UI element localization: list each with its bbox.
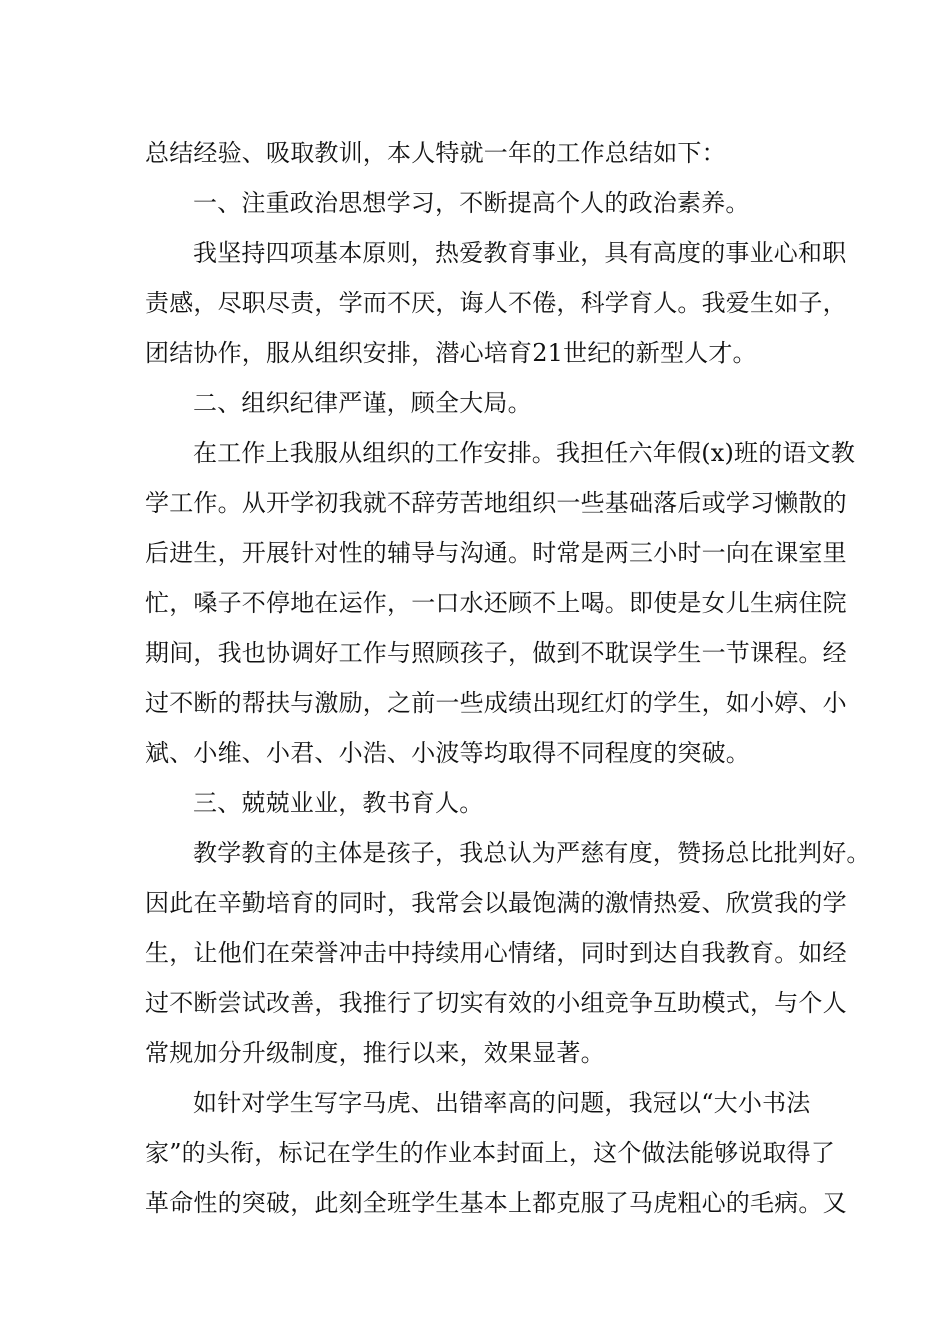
text-line-10: 忙，嗓子不停地在运作，一口水还顾不上喝。即使是女儿生病住院 xyxy=(145,589,847,617)
text-line-7: 在工作上我服从组织的工作安排。我担任六年假(x)班的语文教 xyxy=(193,439,856,467)
text-line-17: 生，让他们在荣誉冲击中持续用心情绪，同时到达自我教育。如经 xyxy=(145,939,847,967)
text-line-22: 革命性的突破，此刻全班学生基本上都克服了马虎粗心的毛病。又 xyxy=(145,1189,847,1217)
text-line-15: 教学教育的主体是孩子，我总认为严慈有度，赞扬总比批判好。 xyxy=(193,839,871,867)
text-line-9: 后进生，开展针对性的辅导与沟通。时常是两三小时一向在课室里 xyxy=(145,539,847,567)
text-line-16: 因此在辛勤培育的同时，我常会以最饱满的激情热爱、欣赏我的学 xyxy=(145,889,847,917)
text-line-11: 期间，我也协调好工作与照顾孩子，做到不耽误学生一节课程。经 xyxy=(145,639,847,667)
text-line-19: 常规加分升级制度，推行以来，效果显著。 xyxy=(145,1039,605,1067)
text-line-2: 一、注重政治思想学习，不断提高个人的政治素养。 xyxy=(193,189,750,217)
text-line-5: 团结协作，服从组织安排，潜心培育21世纪的新型人才。 xyxy=(145,339,757,367)
text-line-3: 我坚持四项基本原则，热爱教育事业，具有高度的事业心和职 xyxy=(193,239,847,267)
text-line-20: 如针对学生写字马虎、出错率高的问题，我冠以“大小书法 xyxy=(193,1089,811,1117)
text-line-8: 学工作。从开学初我就不辞劳苦地组织一些基础落后或学习懒散的 xyxy=(145,489,847,517)
text-line-6: 二、组织纪律严谨，顾全大局。 xyxy=(193,389,532,417)
document-body xyxy=(145,128,871,1228)
text-line-14: 三、兢兢业业，教书育人。 xyxy=(193,789,484,817)
text-line-18: 过不断尝试改善，我推行了切实有效的小组竞争互助模式，与个人 xyxy=(145,989,847,1017)
text-line-13: 斌、小维、小君、小浩、小波等均取得不同程度的突破。 xyxy=(145,739,750,767)
text-line-21: 家”的头衔，标记在学生的作业本封面上，这个做法能够说取得了 xyxy=(145,1139,836,1167)
text-line-12: 过不断的帮扶与激励，之前一些成绩出现红灯的学生，如小婷、小 xyxy=(145,689,847,717)
text-line-4: 责感，尽职尽责，学而不厌，诲人不倦，科学育人。我爱生如子， xyxy=(145,289,847,317)
text-line-1: 总结经验、吸取教训，本人特就一年的工作总结如下： xyxy=(145,139,726,167)
